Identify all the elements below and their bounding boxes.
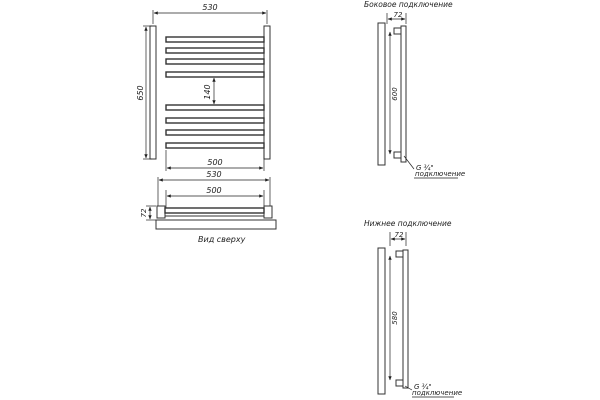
bottom-radiator-post: [403, 250, 408, 388]
bottom-depth-label: 72: [394, 231, 404, 239]
towel-bar: [166, 130, 264, 135]
bottom-wall-post: [378, 248, 385, 394]
height-total-label: 650: [136, 85, 145, 101]
bottom-top-fitting: [396, 251, 403, 257]
top-width-inner-label: 500: [206, 186, 222, 195]
wall-plate: [156, 220, 276, 229]
width-total-label: 530: [202, 3, 218, 12]
width-inner-label: 500: [207, 158, 223, 167]
side-connection-label: подключение: [415, 170, 466, 178]
bottom-outlet-fitting: [396, 380, 403, 386]
right-post: [264, 26, 270, 159]
towel-bar: [166, 59, 264, 64]
side-connection-view: [364, 0, 465, 178]
towel-bar: [166, 72, 264, 77]
towel-bar: [166, 118, 264, 123]
side-wall-post: [378, 23, 385, 165]
side-radiator-post: [401, 26, 406, 162]
top-view-post-right: [264, 206, 272, 218]
top-view-post-left: [157, 206, 165, 218]
bottom-connection-label: подключение: [412, 389, 463, 397]
bottom-connection-title: Нижнее подключение: [364, 219, 452, 228]
bottom-connection-view: [364, 219, 462, 397]
bottom-thread-label: G ¾": [414, 383, 432, 391]
top-view-caption: Вид сверху: [198, 235, 246, 244]
front-view: [136, 3, 270, 171]
towel-bar: [166, 105, 264, 110]
side-connection-title: Боковое подключение: [364, 0, 453, 9]
towel-bars: [166, 37, 264, 148]
side-height-label: 600: [391, 87, 399, 101]
towel-bar: [166, 48, 264, 53]
bar-gap-label: 140: [203, 84, 212, 100]
top-view-bar: [165, 208, 264, 213]
side-bottom-fitting: [394, 152, 401, 158]
top-depth-label: 72: [140, 208, 148, 218]
towel-bar: [166, 143, 264, 148]
bottom-height-label: 580: [391, 311, 399, 325]
side-top-fitting: [394, 28, 401, 34]
side-depth-label: 72: [393, 11, 403, 19]
top-view: [140, 170, 276, 244]
top-width-total-label: 530: [206, 170, 222, 179]
towel-bar: [166, 37, 264, 42]
left-post: [150, 26, 156, 159]
side-thread-label: G ¾": [416, 164, 434, 172]
